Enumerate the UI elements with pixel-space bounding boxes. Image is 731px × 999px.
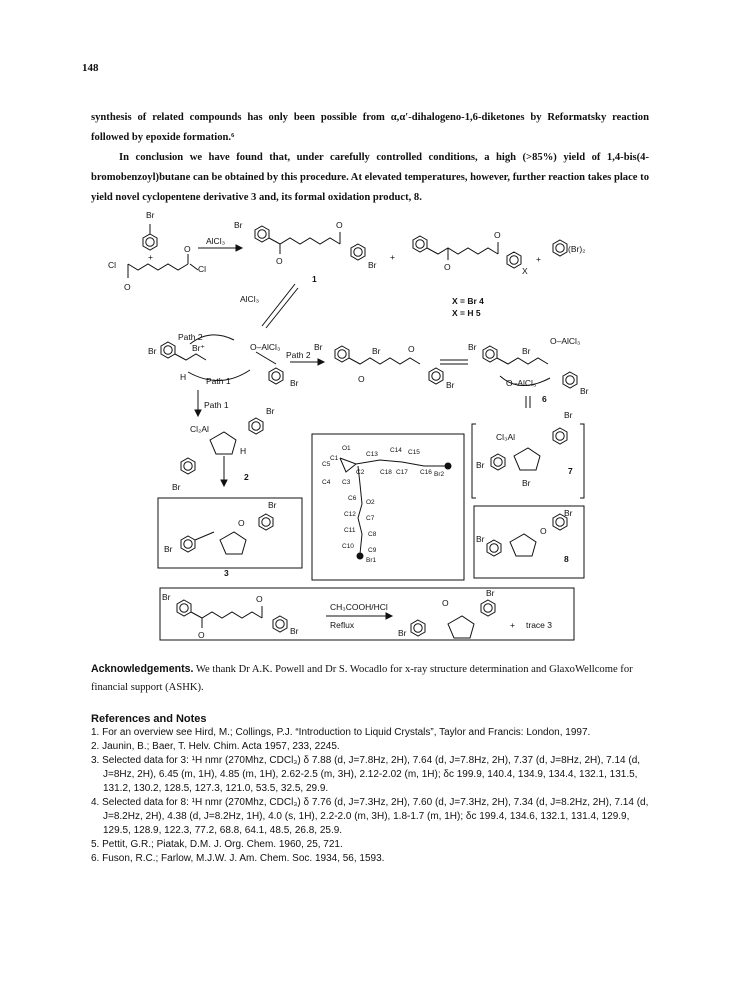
reference-item: 5. Pettit, G.R.; Piatak, D.M. J. Org. Chem. 1960, 25, 721. — [91, 839, 343, 850]
compound-1-label: 1 — [312, 274, 317, 284]
label-h: H — [180, 372, 187, 382]
xray-atom-label: C16 — [420, 469, 432, 476]
xray-atom-label: C5 — [322, 461, 331, 468]
label-br-21: Br — [162, 592, 171, 602]
label-br-23: Br — [398, 628, 407, 638]
compound-3-label: 3 — [224, 568, 229, 578]
xray-atom-label: O2 — [366, 499, 375, 506]
xray-atom-label: C2 — [356, 469, 365, 476]
label-br-12: Br — [266, 406, 275, 416]
xray-atom-label: C10 — [342, 543, 354, 550]
xray-atom-label: C3 — [342, 479, 351, 486]
xray-atom-label: O1 — [342, 445, 351, 452]
label-h-2: H — [240, 446, 247, 456]
label-o-13: O — [442, 598, 449, 608]
x-br-label: X = Br 4 — [452, 296, 484, 306]
xray-atom-label: C6 — [348, 495, 357, 502]
xray-atom-label: C11 — [344, 527, 356, 534]
xray-atom-label: C18 — [380, 469, 392, 476]
xray-atom-label: C9 — [368, 547, 377, 554]
reagent-label: CH₃COOH/HCl — [330, 602, 388, 612]
label-o-8: O — [358, 374, 365, 384]
cl3al-label: Cl₃Al — [496, 432, 516, 442]
o-alcl3-label-1: O–AlCl₃ — [250, 342, 281, 352]
label-br-17: Br — [564, 410, 573, 420]
label-o-6: O — [494, 230, 501, 240]
label-br-20: Br — [476, 534, 485, 544]
references-list — [91, 726, 651, 866]
ack-text: We thank Dr A.K. Powell and Dr S. Wocadlo for x-ray structure determination and GlaxoWellcome for financial support (ASHK). — [91, 664, 633, 693]
cyclopentane-ring-2 — [210, 432, 236, 454]
reaction-arrow-2 — [266, 288, 298, 328]
xray-atom-label: C13 — [366, 451, 378, 458]
trace-label: trace 3 — [526, 620, 552, 630]
o-alcl3-label-3: O–AlCl₃ — [506, 378, 537, 388]
intro-text — [91, 108, 649, 208]
xray-skeleton-top — [340, 458, 446, 466]
bromobenzene-ring — [143, 234, 157, 250]
label-br-11: Br — [580, 386, 589, 396]
label-o-1: O — [124, 282, 131, 292]
reflux-label: Reflux — [330, 620, 355, 630]
reference-item: 1. For an overview see Hird, M.; Collings, P.J. “Introduction to Liquid Crystals”, Taylor and Francis: London, 1997. — [91, 727, 591, 738]
alcl3-label-1: AlCl₃ — [206, 236, 226, 246]
label-br-22: Br — [290, 626, 299, 636]
reference-item: 6. Fuson, R.C.; Farlow, M.J.W. J. Am. Chem. Soc. 1934, 56, 1593. — [91, 853, 385, 864]
compound-2-label: 2 — [244, 472, 249, 482]
label-o-9: O — [238, 518, 245, 528]
label-br-1: Br — [146, 210, 155, 220]
label-o-2: O — [184, 244, 191, 254]
label-cl-1: Cl — [108, 260, 117, 270]
acid-reaction-box — [160, 588, 574, 640]
path1-label-1: Path 1 — [206, 376, 231, 386]
label-br-7: Br — [372, 346, 381, 356]
label-br-18: Br — [522, 478, 531, 488]
compound-3-box — [158, 498, 302, 568]
label-br-14: Br — [268, 500, 277, 510]
plus-sign-4: + — [510, 620, 515, 630]
plus-sign-2: + — [390, 252, 395, 262]
path2-label-1: Path 2 — [178, 332, 203, 342]
compound-6-label: 6 — [542, 394, 547, 404]
label-o-11: O — [256, 594, 263, 604]
label-o-5: O — [444, 262, 451, 272]
label-br-4: Br — [148, 346, 157, 356]
label-cl-2: Cl — [198, 264, 207, 274]
label-br-16: Br — [476, 460, 485, 470]
label-br-5: Br — [290, 378, 299, 388]
label-br-6: Br — [314, 342, 323, 352]
label-o-12: O — [198, 630, 205, 640]
reference-item: 4. Selected data for 8: ¹H nmr (270Mhz, CDCl₃) δ 7.76 (d, J=7.3Hz, 2H), 7.60 (d, J=7.3Hz, 2H), 7.34 (d, J=8.2Hz, 2H), 7.14 (d, J=8.2Hz, 2H), 4.38 (d, J=8.2Hz, 1H), 4.0 (s, 1H), 2.2-2.0 (m, 3H), 1.8-1.7 (m, 1H); δc 199.4, 134.6, 132.1, 131.4, 129.9, 129.5, 128.9, 122.3, 77.2, 68.8, 64.1, 48.5, 26.8, 25.9. — [91, 797, 649, 836]
path1-label-2: Path 1 — [204, 400, 229, 410]
path2-label-2: Path 2 — [286, 350, 311, 360]
references-title: References and Notes — [91, 713, 207, 725]
label-br-19: Br — [564, 508, 573, 518]
reference-item: 3. Selected data for 3: ¹H nmr (270Mhz, CDCl₃) δ 7.88 (d, J=7.8Hz, 2H), 7.64 (d, J=7.8Hz, 2H), 7.37 (d, J=8Hz, 2H), 7.14 (d, J=8Hz, 2H), 6.45 (m, 1H), 4.85 (m, 1H), 2.62-2.5 (m, 3H), 2.12-2.02 (m, 1H); δc 199.9, 140.4, 134.9, 134.4, 132.1, 131.5, 131.2, 130.2, 128.5, 127.3, 121.0, 53.5, 32.5, 29.9. — [91, 755, 641, 794]
xray-atom-label: C8 — [368, 531, 377, 538]
br-plus-label: Br⁺ — [192, 343, 205, 353]
label-o-4: O — [336, 220, 343, 230]
alcl3-label-2: AlCl₃ — [240, 294, 260, 304]
xray-atom-label: C12 — [344, 511, 356, 518]
ack-title: Acknowledgements. — [91, 663, 194, 675]
label-br-8: Br — [446, 380, 455, 390]
acknowledgements — [91, 660, 651, 697]
reference-item: 2. Jaunin, B.; Baer, T. Helv. Chim. Acta 1957, 233, 2245. — [91, 741, 340, 752]
plus-sign-3: + — [536, 254, 541, 264]
xray-skeleton-chain — [358, 466, 362, 554]
label-o-3: O — [276, 256, 283, 266]
reaction-scheme — [90, 204, 590, 654]
label-o-7: O — [408, 344, 415, 354]
xray-atom-labels — [322, 445, 445, 564]
label-br-2: Br — [234, 220, 243, 230]
label-br2: (Br)₂ — [568, 244, 586, 254]
xray-atom-label: C4 — [322, 479, 331, 486]
xray-atom-label: Br2 — [434, 471, 445, 478]
page-number: 148 — [82, 62, 99, 74]
label-br-13: Br — [172, 482, 181, 492]
xray-atom-label: C1 — [330, 455, 339, 462]
paragraph-1: synthesis of related compounds has only been possible from α,α′-dihalogeno-1,6-diketones by Reformatsky reaction followed by epoxide formation.⁶ — [91, 112, 649, 143]
cl2al-label: Cl₂Al — [190, 424, 209, 434]
compound-1-chain — [269, 238, 340, 244]
compound-4-chain — [427, 248, 498, 254]
label-x: X — [522, 266, 528, 276]
paragraph-2: In conclusion we have found that, under carefully controlled conditions, a high (>85%) yield of 1,4-bis(4-bromobenzoyl)butane can be obtained by this procedure. At elevated temperatures, however, further reaction takes place to yield novel cyclopentene derivative 3 and, its formal oxidation product, 8. — [91, 152, 649, 203]
compound-7-label: 7 — [568, 466, 573, 476]
xray-atom-label: C14 — [390, 447, 402, 454]
o-alcl3-label-2: O–AlCl₃ — [550, 336, 581, 346]
label-br-9: Br — [468, 342, 477, 352]
x-h-label: X = H 5 — [452, 308, 481, 318]
xray-atom-label: Br1 — [366, 557, 377, 564]
xray-atom-label: C17 — [396, 469, 408, 476]
label-br-15: Br — [164, 544, 173, 554]
label-br-10: Br — [522, 346, 531, 356]
diacyl-chain — [128, 264, 188, 270]
label-br-24: Br — [486, 588, 495, 598]
xray-atom-label: C15 — [408, 449, 420, 456]
compound-8-label: 8 — [564, 554, 569, 564]
plus-sign-1: + — [148, 252, 153, 262]
xray-atom-label: C7 — [366, 515, 375, 522]
label-br-3: Br — [368, 260, 377, 270]
label-o-10: O — [540, 526, 547, 536]
